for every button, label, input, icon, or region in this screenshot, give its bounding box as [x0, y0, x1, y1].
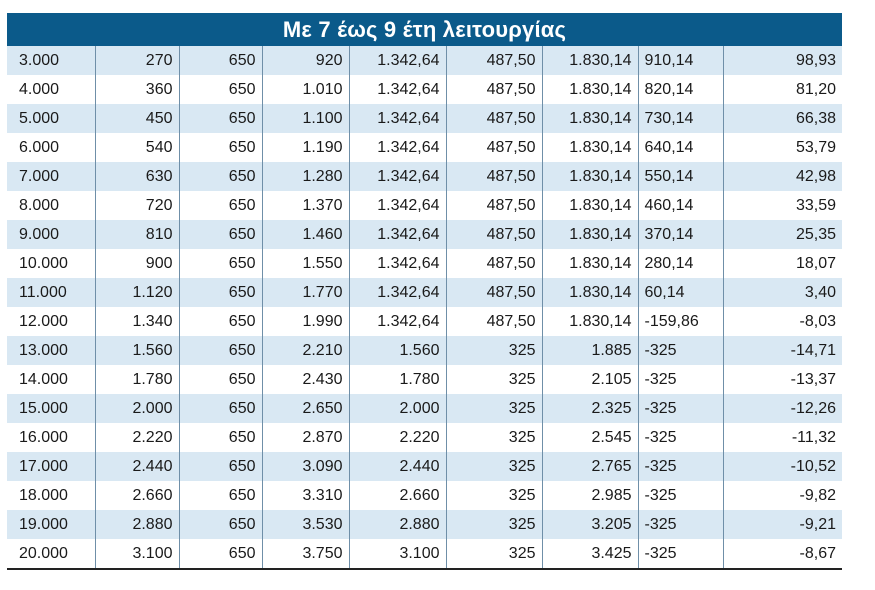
table-cell: 18,07 [723, 249, 842, 278]
table-cell: 3.000 [7, 46, 95, 75]
table-cell: 7.000 [7, 162, 95, 191]
table-row [7, 162, 842, 191]
table-row [7, 104, 842, 133]
bottom-divider [7, 568, 842, 570]
table-cell: 910,14 [638, 46, 723, 75]
table-cell: 3.750 [262, 539, 349, 568]
table-cell: -325 [638, 423, 723, 452]
table-cell: -325 [638, 365, 723, 394]
table-cell: 1.830,14 [542, 249, 638, 278]
table-cell: 325 [446, 452, 542, 481]
table-cell: 1.560 [95, 336, 179, 365]
table-cell: 1.780 [349, 365, 446, 394]
table-row [7, 336, 842, 365]
table-cell: 2.545 [542, 423, 638, 452]
table-row [7, 75, 842, 104]
table-cell: 53,79 [723, 133, 842, 162]
table-cell: 720 [95, 191, 179, 220]
table-cell: 1.830,14 [542, 104, 638, 133]
table-cell: 650 [179, 423, 262, 452]
table-cell: 810 [95, 220, 179, 249]
table-cell: 2.985 [542, 481, 638, 510]
table-cell: 2.870 [262, 423, 349, 452]
table-cell: 2.325 [542, 394, 638, 423]
table-cell: 1.342,64 [349, 191, 446, 220]
table-cell: 42,98 [723, 162, 842, 191]
table-cell: 2.440 [349, 452, 446, 481]
table-cell: 487,50 [446, 162, 542, 191]
table-cell: 2.880 [349, 510, 446, 539]
table-cell: 2.660 [349, 481, 446, 510]
table-cell: 18.000 [7, 481, 95, 510]
table-cell: 325 [446, 510, 542, 539]
table-cell: 5.000 [7, 104, 95, 133]
table-cell: 650 [179, 75, 262, 104]
table-cell: 1.830,14 [542, 191, 638, 220]
table-cell: 1.342,64 [349, 249, 446, 278]
table-cell: 1.770 [262, 278, 349, 307]
table-cell: 2.430 [262, 365, 349, 394]
table-cell: 650 [179, 191, 262, 220]
table-cell: 450 [95, 104, 179, 133]
table-cell: -10,52 [723, 452, 842, 481]
table-cell: 1.830,14 [542, 46, 638, 75]
table-cell: 9.000 [7, 220, 95, 249]
table-row [7, 307, 842, 336]
table-cell: 487,50 [446, 46, 542, 75]
table-cell: 270 [95, 46, 179, 75]
table-cell: 650 [179, 365, 262, 394]
table-cell: 900 [95, 249, 179, 278]
table-cell: -13,37 [723, 365, 842, 394]
table-cell: 1.560 [349, 336, 446, 365]
table-cell: 1.342,64 [349, 307, 446, 336]
table-cell: 1.830,14 [542, 162, 638, 191]
table-cell: 920 [262, 46, 349, 75]
data-table-container [7, 13, 842, 570]
table-cell: 33,59 [723, 191, 842, 220]
table-row [7, 46, 842, 75]
table-cell: 487,50 [446, 307, 542, 336]
table-cell: 360 [95, 75, 179, 104]
table-row [7, 539, 842, 568]
table-cell: 1.550 [262, 249, 349, 278]
table-cell: 460,14 [638, 191, 723, 220]
table-cell: 10.000 [7, 249, 95, 278]
table-row [7, 191, 842, 220]
table-cell: 325 [446, 336, 542, 365]
table-cell: 8.000 [7, 191, 95, 220]
table-cell: 2.440 [95, 452, 179, 481]
table-cell: 650 [179, 539, 262, 568]
table-cell: 1.830,14 [542, 220, 638, 249]
table-cell: 325 [446, 481, 542, 510]
table-cell: -8,03 [723, 307, 842, 336]
table-cell: 1.830,14 [542, 75, 638, 104]
table-cell: 1.342,64 [349, 104, 446, 133]
table-cell: 650 [179, 133, 262, 162]
table-cell: 487,50 [446, 191, 542, 220]
table-cell: 12.000 [7, 307, 95, 336]
table-cell: 1.990 [262, 307, 349, 336]
table-cell: 2.765 [542, 452, 638, 481]
table-cell: 650 [179, 104, 262, 133]
table-body [7, 46, 842, 568]
table-cell: 650 [179, 510, 262, 539]
table-row [7, 220, 842, 249]
table-cell: 1.342,64 [349, 220, 446, 249]
table-cell: 325 [446, 539, 542, 568]
table-cell: 3.100 [95, 539, 179, 568]
table-cell: 640,14 [638, 133, 723, 162]
table-cell: 1.342,64 [349, 278, 446, 307]
table-title: Με 7 έως 9 έτη λειτουργίας [7, 13, 842, 46]
table-row [7, 394, 842, 423]
table-cell: 3.090 [262, 452, 349, 481]
table-cell: 487,50 [446, 249, 542, 278]
table-cell: 1.340 [95, 307, 179, 336]
table-cell: 3.205 [542, 510, 638, 539]
table-cell: 3,40 [723, 278, 842, 307]
table-cell: 3.100 [349, 539, 446, 568]
table-cell: 81,20 [723, 75, 842, 104]
table-cell: -325 [638, 481, 723, 510]
table-cell: 2.210 [262, 336, 349, 365]
table-cell: 1.342,64 [349, 133, 446, 162]
table-cell: 1.830,14 [542, 133, 638, 162]
table-cell: 1.830,14 [542, 278, 638, 307]
table-cell: 650 [179, 307, 262, 336]
table-row [7, 481, 842, 510]
table-cell: 3.425 [542, 539, 638, 568]
table-cell: 2.000 [95, 394, 179, 423]
table-cell: 1.120 [95, 278, 179, 307]
table-cell: 4.000 [7, 75, 95, 104]
table-row [7, 365, 842, 394]
table-cell: 1.370 [262, 191, 349, 220]
table-cell: -8,67 [723, 539, 842, 568]
table-cell: 2.220 [349, 423, 446, 452]
table-cell: 3.310 [262, 481, 349, 510]
table-cell: 650 [179, 220, 262, 249]
table-cell: 325 [446, 423, 542, 452]
table-cell: 650 [179, 46, 262, 75]
table-cell: 1.010 [262, 75, 349, 104]
table-cell: 2.105 [542, 365, 638, 394]
table-cell: 650 [179, 162, 262, 191]
table-cell: -325 [638, 452, 723, 481]
table-cell: 11.000 [7, 278, 95, 307]
table-cell: 1.280 [262, 162, 349, 191]
table-cell: 2.650 [262, 394, 349, 423]
table-cell: -9,21 [723, 510, 842, 539]
table-row [7, 278, 842, 307]
table-cell: 1.190 [262, 133, 349, 162]
table-cell: 14.000 [7, 365, 95, 394]
table-cell: -325 [638, 336, 723, 365]
table-cell: 6.000 [7, 133, 95, 162]
table-cell: 2.660 [95, 481, 179, 510]
table-cell: 1.780 [95, 365, 179, 394]
table-cell: 540 [95, 133, 179, 162]
table-cell: 2.000 [349, 394, 446, 423]
table-cell: 2.880 [95, 510, 179, 539]
table-cell: 730,14 [638, 104, 723, 133]
table-cell: 1.460 [262, 220, 349, 249]
table-cell: 3.530 [262, 510, 349, 539]
table-cell: 650 [179, 278, 262, 307]
table-cell: 2.220 [95, 423, 179, 452]
table-cell: 1.100 [262, 104, 349, 133]
table-cell: -325 [638, 510, 723, 539]
table-cell: 15.000 [7, 394, 95, 423]
table-cell: -325 [638, 394, 723, 423]
table-cell: 550,14 [638, 162, 723, 191]
table-cell: -12,26 [723, 394, 842, 423]
table-row [7, 249, 842, 278]
table-cell: -11,32 [723, 423, 842, 452]
table-cell: 487,50 [446, 220, 542, 249]
table-cell: -325 [638, 539, 723, 568]
table-row [7, 423, 842, 452]
table-cell: -159,86 [638, 307, 723, 336]
table-cell: 66,38 [723, 104, 842, 133]
table-cell: 325 [446, 365, 542, 394]
table-cell: 487,50 [446, 133, 542, 162]
table-cell: 820,14 [638, 75, 723, 104]
table-cell: 16.000 [7, 423, 95, 452]
data-table [7, 46, 842, 568]
table-cell: 60,14 [638, 278, 723, 307]
table-cell: 650 [179, 394, 262, 423]
table-row [7, 133, 842, 162]
table-cell: 370,14 [638, 220, 723, 249]
table-row [7, 510, 842, 539]
table-cell: 280,14 [638, 249, 723, 278]
table-cell: 487,50 [446, 278, 542, 307]
table-cell: 19.000 [7, 510, 95, 539]
table-cell: -14,71 [723, 336, 842, 365]
table-cell: 98,93 [723, 46, 842, 75]
table-cell: 487,50 [446, 104, 542, 133]
table-cell: 1.830,14 [542, 307, 638, 336]
table-cell: 1.342,64 [349, 46, 446, 75]
table-cell: 20.000 [7, 539, 95, 568]
table-cell: 1.342,64 [349, 75, 446, 104]
table-cell: 25,35 [723, 220, 842, 249]
table-cell: 650 [179, 249, 262, 278]
table-cell: 650 [179, 481, 262, 510]
table-cell: 650 [179, 452, 262, 481]
table-cell: 1.342,64 [349, 162, 446, 191]
table-cell: 630 [95, 162, 179, 191]
table-cell: 650 [179, 336, 262, 365]
table-cell: 17.000 [7, 452, 95, 481]
table-cell: 1.885 [542, 336, 638, 365]
table-row [7, 452, 842, 481]
table-cell: 13.000 [7, 336, 95, 365]
table-cell: 487,50 [446, 75, 542, 104]
table-cell: -9,82 [723, 481, 842, 510]
table-cell: 325 [446, 394, 542, 423]
